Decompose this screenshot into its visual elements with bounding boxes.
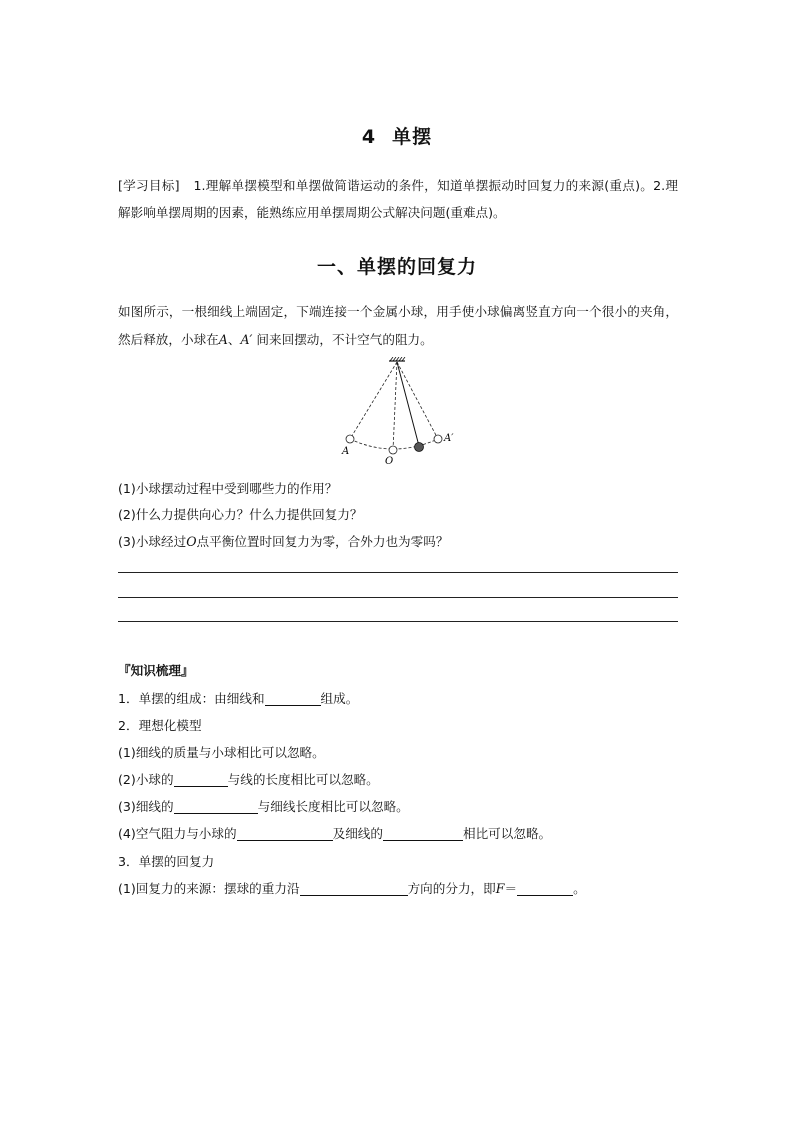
- answer-line-3[interactable]: [118, 621, 678, 622]
- item-2-2-prefix: (2)小球的: [118, 772, 174, 787]
- learning-goals: [118, 172, 678, 226]
- intro-paragraph: [118, 298, 678, 354]
- label-a: A: [342, 446, 350, 457]
- label-o: O: [385, 456, 394, 467]
- item-3-1-mid: 方向的分力，即: [407, 881, 496, 896]
- knowledge-item-2-4: [118, 823, 551, 842]
- knowledge-heading: 『知识梳理』: [118, 663, 194, 678]
- knowledge-item-3-1: [118, 878, 586, 897]
- question-3-suffix: 点平衡位置时回复力为零，合外力也为零吗？: [196, 534, 449, 549]
- intro-text-1: 如图所示，一根细线上端固定，下端连接一个金属小球，用手使小球偏离竖直方向一个很小的夹角，然后释放，小球在: [118, 304, 678, 347]
- knowledge-item-2-1: (1)细线的质量与小球相比可以忽略。: [118, 745, 325, 760]
- question-3-prefix: (3)小球经过: [118, 534, 187, 549]
- blank-2[interactable]: [174, 772, 228, 787]
- goals-text: 1.理解单摆模型和单摆做简谐运动的条件，知道单摆振动时回复力的来源(重点)。2.理解影响单摆周期的因素，能熟练应用单摆周期公式解决问题(重难点)。: [118, 178, 678, 220]
- question-3: [118, 531, 448, 550]
- string-o: [393, 362, 397, 450]
- answer-line-2[interactable]: [118, 597, 678, 598]
- item-1-suffix: 组成。: [320, 691, 359, 706]
- item-2-4-suffix: 相比可以忽略。: [462, 826, 552, 841]
- blank-7[interactable]: [517, 881, 573, 896]
- pendulum-diagram: [333, 357, 463, 469]
- intro-text-2: 间来回摆动，不计空气的阻力。: [252, 332, 433, 347]
- item-2-4-mid: 及细线的: [332, 826, 383, 841]
- item-2-2-suffix: 与线的长度相比可以忽略。: [227, 772, 379, 787]
- var-o: O: [186, 534, 197, 549]
- string-a-prime: [397, 362, 438, 439]
- goals-tag: [学习目标]: [118, 178, 180, 193]
- blank-4[interactable]: [237, 826, 333, 841]
- section-number: 4: [361, 126, 377, 148]
- blank-3[interactable]: [174, 799, 258, 814]
- var-a: A: [218, 332, 228, 347]
- question-1: (1)小球摆动过程中受到哪些力的作用？: [118, 481, 338, 496]
- item-2-4-prefix: (4)空气阻力与小球的: [118, 826, 237, 841]
- knowledge-item-3: 3．单摆的回复力: [118, 854, 215, 869]
- var-f: F: [495, 881, 505, 896]
- knowledge-item-2-2: [118, 769, 379, 788]
- equals-sign: ＝: [504, 881, 518, 896]
- knowledge-item-2-3: [118, 796, 409, 815]
- string-a: [350, 362, 397, 439]
- string-ball: [397, 362, 419, 446]
- ball-a-prime: [434, 435, 442, 443]
- ball-o: [389, 446, 397, 454]
- knowledge-item-2: 2．理想化模型: [118, 718, 202, 733]
- blank-1[interactable]: [265, 691, 321, 706]
- knowledge-item-1: [118, 688, 358, 707]
- question-2: (2)什么力提供向心力？什么力提供回复力？: [118, 507, 363, 522]
- ceiling-hatch: [390, 357, 405, 361]
- intro-sep: 、: [227, 332, 241, 347]
- item-3-1-prefix: (1)回复力的来源：摆球的重力沿: [118, 881, 300, 896]
- blank-6[interactable]: [300, 881, 408, 896]
- title-text: 单摆: [392, 126, 433, 148]
- metal-ball: [415, 443, 424, 452]
- var-a-prime: A′: [240, 332, 253, 347]
- ball-a: [346, 435, 354, 443]
- page-title: [0, 122, 794, 149]
- item-2-3-prefix: (3)细线的: [118, 799, 174, 814]
- item-2-3-suffix: 与细线长度相比可以忽略。: [257, 799, 409, 814]
- label-a-prime: A′: [444, 433, 454, 444]
- item-1-prefix: 1．单摆的组成：由细线和: [118, 691, 265, 706]
- blank-5[interactable]: [383, 826, 463, 841]
- item-3-1-suffix: 。: [573, 881, 586, 896]
- answer-line-1[interactable]: [118, 572, 678, 573]
- section-heading: 一、单摆的回复力: [316, 256, 477, 278]
